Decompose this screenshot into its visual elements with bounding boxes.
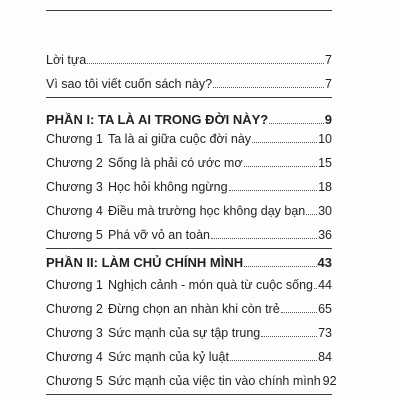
chapter-label: Chương 5 xyxy=(46,374,103,388)
page-number: 9 xyxy=(324,112,332,127)
toc-part-1[interactable] xyxy=(46,112,332,128)
page-number: 7 xyxy=(325,77,332,91)
toc-chapter[interactable] xyxy=(46,155,332,171)
section-divider xyxy=(46,248,332,249)
toc-chapter[interactable] xyxy=(46,349,332,365)
chapter-label: Chương 4 xyxy=(46,350,103,364)
toc-chapter[interactable] xyxy=(46,277,332,293)
part-title: PHẦN I: TA LÀ AI TRONG ĐỜI NÀY? xyxy=(46,112,269,127)
leader-dots xyxy=(269,123,324,124)
chapter-title: Sức mạnh của kỷ luật xyxy=(108,350,229,364)
entry-title: Lời tựa xyxy=(46,53,87,67)
leader-dots xyxy=(314,288,317,289)
chapter-title: Sống là phải có ước mơ xyxy=(108,156,243,170)
toc-chapter[interactable] xyxy=(46,325,332,341)
page-number: 65 xyxy=(318,302,332,316)
chapter-title: Đừng chọn an nhàn khi còn trẻ xyxy=(108,302,280,316)
page-number: 36 xyxy=(318,228,332,242)
page-number: 44 xyxy=(318,278,332,292)
leader-dots xyxy=(281,312,317,313)
chapter-title: Sức mạnh của việc tin vào chính mình xyxy=(108,374,321,388)
part-title: PHẦN II: LÀM CHỦ CHÍNH MÌNH xyxy=(46,255,244,270)
chapter-title: Phá vỡ vỏ an toàn xyxy=(108,228,211,242)
section-divider xyxy=(46,97,332,98)
leader-dots xyxy=(252,142,317,143)
chapter-label: Chương 2 xyxy=(46,156,103,170)
page-number: 10 xyxy=(318,132,332,146)
page-number: 30 xyxy=(318,204,332,218)
leader-dots xyxy=(306,214,317,215)
chapter-title: Điều mà trường học không dạy bạn xyxy=(108,204,306,218)
chapter-label: Chương 3 xyxy=(46,326,103,340)
toc-chapter[interactable] xyxy=(46,179,332,195)
leader-dots xyxy=(213,87,324,88)
page-number: 43 xyxy=(317,255,332,270)
page-number: 84 xyxy=(318,350,332,364)
page-number: 73 xyxy=(318,326,332,340)
chapter-label: Chương 2 xyxy=(46,302,103,316)
chapter-title: Nghịch cảnh - món quà từ cuộc sống xyxy=(108,278,314,292)
leader-dots xyxy=(261,336,317,337)
leader-dots xyxy=(229,190,318,191)
toc-entry-why-write[interactable] xyxy=(46,76,332,92)
leader-dots xyxy=(211,238,317,239)
leader-dots xyxy=(244,266,316,267)
leader-dots xyxy=(244,166,318,167)
chapter-label: Chương 1 xyxy=(46,278,103,292)
leader-dots xyxy=(230,360,317,361)
toc-chapter[interactable] xyxy=(46,131,332,147)
page-number: 18 xyxy=(318,180,332,194)
chapter-label: Chương 1 xyxy=(46,132,103,146)
chapter-title: Sức mạnh của sự tập trung xyxy=(108,326,261,340)
leader-dots xyxy=(87,63,324,64)
bottom-divider xyxy=(46,394,332,395)
chapter-title: Ta là ai giữa cuộc đời này xyxy=(108,132,252,146)
toc-chapter[interactable] xyxy=(46,373,337,389)
page-number: 15 xyxy=(318,156,332,170)
chapter-label: Chương 5 xyxy=(46,228,103,242)
chapter-label: Chương 3 xyxy=(46,180,103,194)
toc-part-2[interactable] xyxy=(46,255,332,271)
chapter-title: Học hỏi không ngừng xyxy=(108,180,228,194)
top-divider xyxy=(46,10,332,11)
toc-chapter[interactable] xyxy=(46,301,332,317)
page-number: 92 xyxy=(322,374,337,388)
page-number: 7 xyxy=(325,53,332,67)
toc-entry-preface[interactable] xyxy=(46,52,332,68)
toc-chapter[interactable] xyxy=(46,227,332,243)
chapter-label: Chương 4 xyxy=(46,204,103,218)
entry-title: Vì sao tôi viết cuốn sách này? xyxy=(46,77,213,91)
toc-chapter[interactable] xyxy=(46,203,332,219)
